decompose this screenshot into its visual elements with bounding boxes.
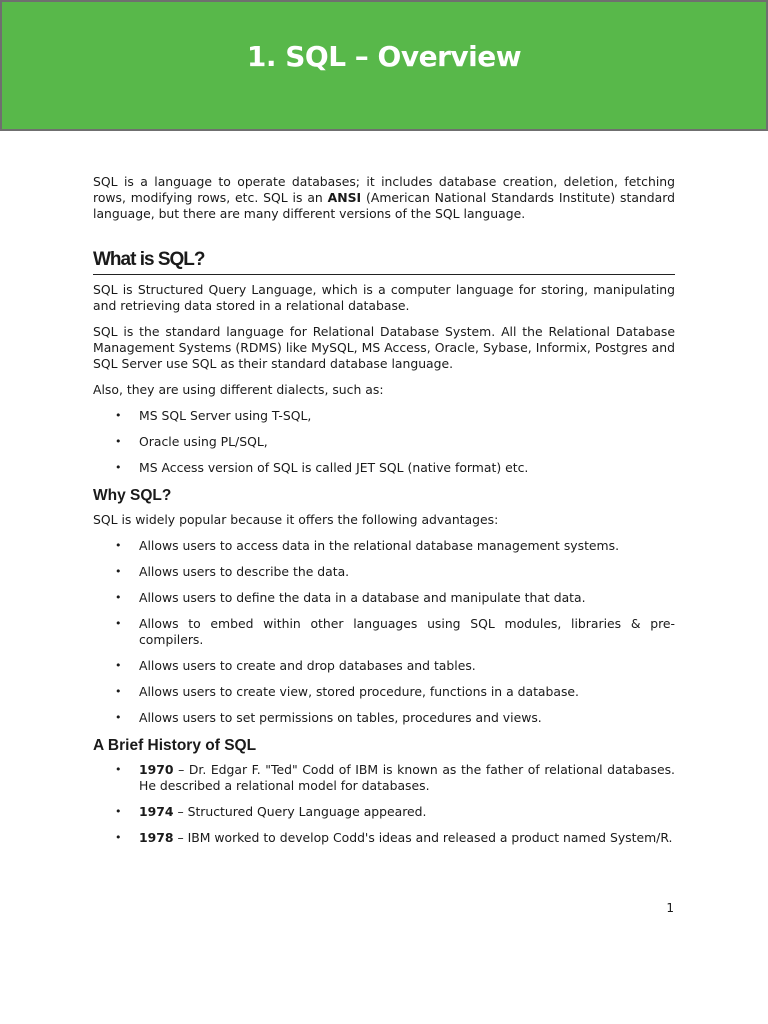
list-item-text: MS SQL Server using T-SQL, [139,408,312,423]
bullet-icon: • [115,539,122,552]
dialects-list [93,408,675,476]
list-item-text: Allows users to access data in the relational database management systems. [139,538,620,553]
bullet-icon: • [115,565,122,578]
list-item-text: MS Access version of SQL is called JET SQL (native format) etc. [139,460,529,475]
advantages-list [93,538,675,726]
list-item-text: Allows users to create and drop databases and tables. [139,658,476,673]
list-item-text: Allows users to create view, stored procedure, functions in a database. [139,684,579,699]
list-item [93,684,675,700]
intro-text-start: SQL is a language to operate databases; it includes database creation, deletion, fetching rows, modifying rows, etc. SQL is an [93,174,675,205]
list-item [93,460,675,476]
list-item-text: Oracle using PL/SQL, [139,434,268,449]
list-item [93,538,675,554]
bullet-icon: • [115,711,122,724]
history-text: – IBM worked to develop Codd's ideas and released a product named System/R. [173,830,673,845]
history-year: 1974 [139,804,174,819]
history-text: – Structured Query Language appeared. [173,804,427,819]
list-item [93,434,675,450]
chapter-title: 1. SQL – Overview [246,40,522,73]
history-year: 1970 [139,762,174,777]
why-paragraph: SQL is widely popular because it offers the following advantages: [93,512,499,527]
list-item [93,762,675,794]
list-item-text: Allows users to define the data in a database and manipulate that data. [139,590,586,605]
intro-text-end: (American National Standards Institute) standard language, but there are many different versions of the SQL language. [93,190,675,221]
list-item-text: Allows to embed within other languages using SQL modules, libraries & pre-compilers. [139,616,675,647]
list-item [93,616,675,648]
list-item [93,590,675,606]
list-item-text: Allows users to set permissions on tables, procedures and views. [139,710,542,725]
bullet-icon: • [115,461,122,474]
bullet-icon: • [115,805,122,818]
list-item [93,408,675,424]
what-is-paragraph-2: SQL is the standard language for Relational Database System. All the Relational Database Management Systems (RDMS) like MySQL, MS Access, Oracle, Sybase, Informix, Postgres and SQL Server use SQL as their standard database language. [93,324,675,371]
what-is-paragraph-1: SQL is Structured Query Language, which is a computer language for storing, manipulating and retrieving data stored in a relational database. [93,282,675,313]
intro-paragraph [93,174,675,222]
why-sql-heading: Why SQL? [93,487,172,504]
list-item [93,564,675,580]
intro-ansi-bold: ANSI [327,190,362,205]
list-item-text: Allows users to describe the data. [139,564,350,579]
bullet-icon: • [115,435,122,448]
what-is-paragraph-3: Also, they are using different dialects, such as: [93,382,384,397]
bullet-icon: • [115,685,122,698]
bullet-icon: • [115,763,122,776]
page-content [93,174,675,856]
list-item [93,658,675,674]
history-year: 1978 [139,830,174,845]
bullet-icon: • [115,831,122,844]
history-list [93,762,675,846]
list-item [93,804,675,820]
what-is-sql-heading: What is SQL? [93,247,675,275]
bullet-icon: • [115,591,122,604]
history-heading: A Brief History of SQL [93,737,257,754]
bullet-icon: • [115,659,122,672]
history-text: – Dr. Edgar F. "Ted" Codd of IBM is known as the father of relational databases. He described a relational model for databases. [139,762,675,793]
bullet-icon: • [115,409,122,422]
page-number: 1 [666,901,674,915]
chapter-banner [0,0,768,131]
list-item [93,710,675,726]
list-item [93,830,675,846]
bullet-icon: • [115,617,122,630]
